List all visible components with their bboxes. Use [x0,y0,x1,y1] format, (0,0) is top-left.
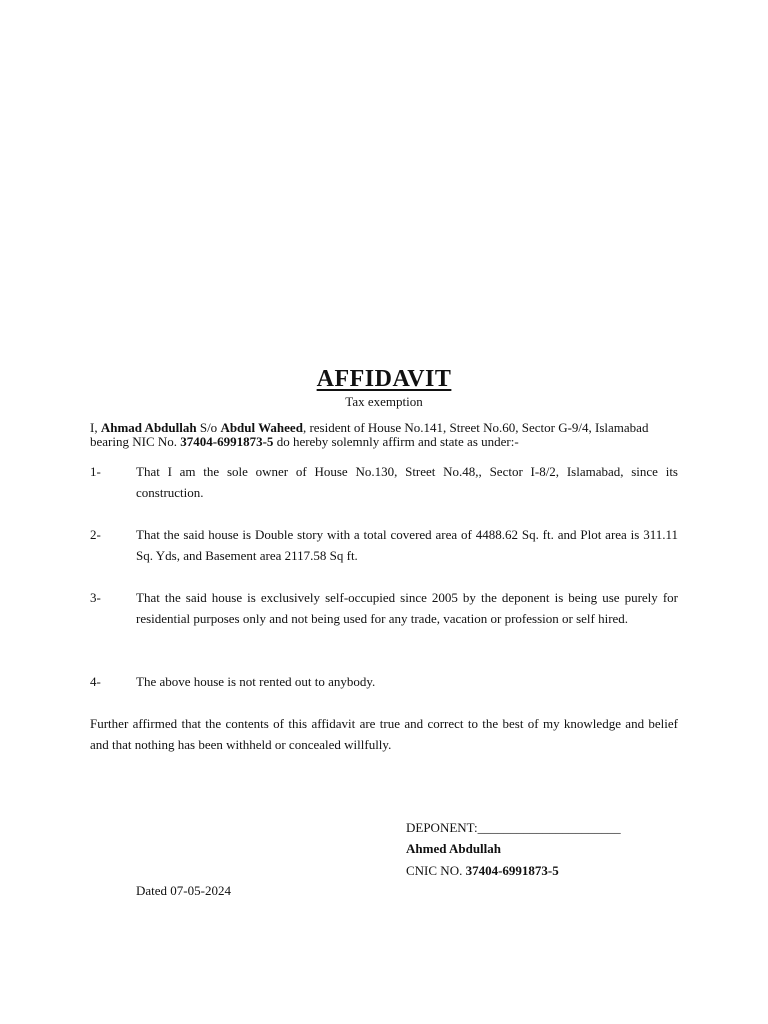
item-text: The above house is not rented out to anybody. [136,674,376,689]
list-item [90,524,678,566]
list-item [90,671,678,692]
item-number: 3- [90,590,101,605]
nic-number: 37404-6991873-5 [180,434,274,449]
list-item [90,587,678,629]
item-text: That I am the sole owner of House No.130, Street No.48,, Sector I-8/2, Islamabad, since its construction. [136,464,678,500]
cnic-label: CNIC NO. [406,863,466,878]
list-item [90,461,678,503]
item-text: That the said house is Double story with a total covered area of 4488.62 Sq. ft. and Plot area is 311.11 Sq. Yds, and Basement area 2117.58 Sq ft. [136,527,678,563]
cnic-number: 37404-6991873-5 [465,863,559,878]
deponent-cnic [406,863,706,879]
affiant-name: Ahmad Abdullah [100,420,197,435]
further-affirmation: Further affirmed that the contents of this affidavit are true and correct to the best of my knowledge and belief and that nothing has been withheld or concealed willfully. [90,716,678,752]
intro-middle: , resident of House No.141, Street No.60, Sector G-9/4, Islamabad bearing NIC No. [90,420,649,449]
dated-line: Dated 07-05-2024 [136,883,231,898]
item-number: 1- [90,464,101,479]
deponent-label: DEPONENT:______________________ [406,820,621,835]
intro-paragraph [90,421,680,449]
deponent-name: Ahmed Abdullah [406,841,502,856]
document-title: AFFIDAVIT [316,366,452,392]
intro-suffix: do hereby solemnly affirm and state as under:- [273,434,519,449]
intro-prefix: I, [90,420,101,435]
document-subtitle: Tax exemption [345,394,423,409]
item-text: That the said house is exclusively self-occupied since 2005 by the deponent is being use purely for residential purposes only and not being used for any trade, vacation or profession or self hired. [136,590,678,626]
item-number: 4- [90,674,101,689]
father-name: Abdul Waheed [220,420,303,435]
item-number: 2- [90,527,101,542]
intro-so: S/o [196,420,221,435]
